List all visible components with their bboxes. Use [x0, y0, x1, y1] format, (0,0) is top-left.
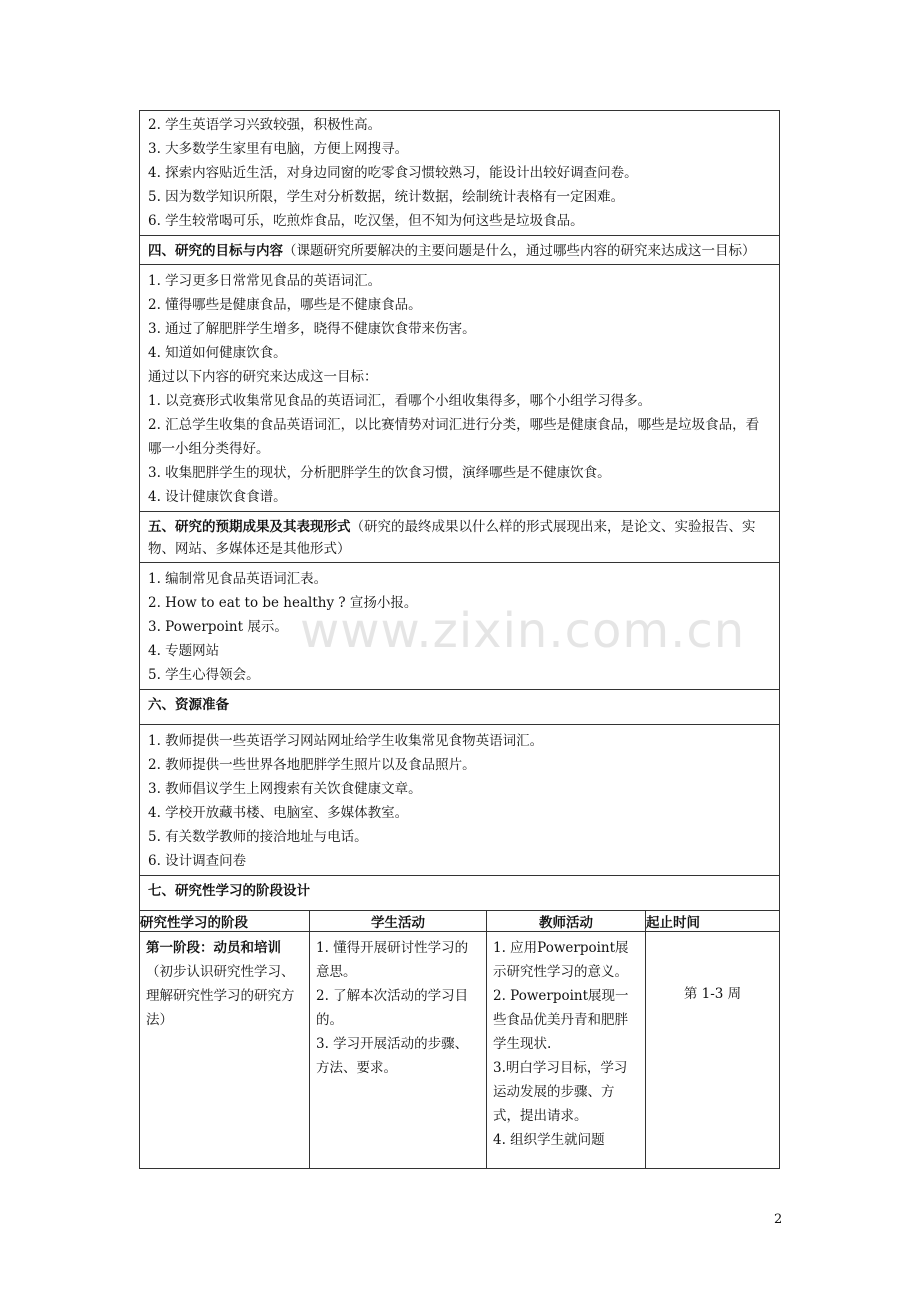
section7-heading-cell: [140, 876, 780, 911]
list-item: 1. 编制常见食品英语词汇表。: [148, 571, 328, 587]
conditions-cell: [140, 111, 780, 236]
list-item: 5. 学生心得领会。: [148, 667, 260, 683]
column-header-time: 起止时间: [646, 911, 780, 932]
section5-content-cell: [140, 563, 780, 690]
section4-content-cell: [140, 265, 780, 512]
watermark: www.zixin.com.cn: [300, 603, 746, 659]
list-item: 1. 懂得开展研讨性学习的意思。: [316, 940, 469, 980]
teacher-activity-cell: [487, 932, 646, 1169]
list-item: 2. Powerpoint展现一些食品优美丹青和肥胖学生现状.: [493, 988, 629, 1052]
document-page: [139, 110, 779, 1169]
list-item: 3. Powerpoint 展示。: [148, 619, 288, 635]
list-item: 1. 教师提供一些英语学习网站网址给学生收集常见食物英语词汇。: [148, 733, 544, 749]
stage-note: （初步认识研究性学习、理解研究性学习的研究方法）: [146, 964, 295, 1028]
list-item: 2. 了解本次活动的学习目的。: [316, 988, 469, 1028]
list-item: 3. 教师倡议学生上网搜索有关饮食健康文章。: [148, 781, 422, 797]
section7-title: 七、研究性学习的阶段设计: [148, 883, 310, 899]
list-item: 1. 学习更多日常常见食品的英语词汇。: [148, 273, 382, 289]
section6-title: 六、资源准备: [148, 697, 229, 713]
column-header-teacher: 教师活动: [487, 911, 646, 932]
stage-cell: [140, 932, 310, 1169]
section6-content-cell: [140, 725, 780, 876]
student-activity-cell: [310, 932, 487, 1169]
list-item: 5. 因为数学知识所限，学生对分析数据，统计数据，绘制统计表格有一定困难。: [148, 189, 625, 205]
list-item: 4. 专题网站: [148, 643, 220, 659]
list-item: 5. 有关数学教师的接洽地址与电话。: [148, 829, 368, 845]
column-header-stage: 研究性学习的阶段: [140, 911, 310, 932]
time-cell: [646, 932, 780, 1169]
list-item: 2. 汇总学生收集的食品英语词汇，以比赛情势对词汇进行分类，哪些是健康食品，哪些是垃圾食品，看哪一小组分类得好。: [148, 417, 760, 457]
list-item: 2. 教师提供一些世界各地肥胖学生照片以及食品照片。: [148, 757, 476, 773]
section4-note: （课题研究所要解决的主要问题是什么，通过哪些内容的研究来达成这一目标）: [283, 243, 756, 259]
section5-heading-cell: [140, 512, 780, 563]
list-item: 2. How to eat to be healthy ? 宣扬小报。: [148, 595, 418, 611]
list-item: 3.明白学习目标，学习运动发展的步骤、方式，提出请求。: [493, 1060, 628, 1124]
stage-title: 第一阶段：动员和培训: [146, 940, 281, 956]
list-item: 3. 收集肥胖学生的现状，分析肥胖学生的饮食习惯，演绎哪些是不健康饮食。: [148, 465, 611, 481]
list-item: 4. 设计健康饮食食谱。: [148, 489, 287, 505]
list-item: 3. 通过了解肥胖学生增多，晓得不健康饮食带来伤害。: [148, 321, 476, 337]
section4-title: 四、研究的目标与内容: [148, 243, 283, 259]
list-item: 3. 学习开展活动的步骤、方法、要求。: [316, 1036, 469, 1076]
list-item: 通过以下内容的研究来达成这一目标：: [148, 369, 378, 385]
list-item: 6. 设计调查问卷: [148, 853, 247, 869]
list-item: 6. 学生较常喝可乐，吃煎炸食品，吃汉堡，但不知为何这些是垃圾食品。: [148, 213, 584, 229]
list-item: 2. 懂得哪些是健康食品，哪些是不健康食品。: [148, 297, 422, 313]
list-item: 3. 大多数学生家里有电脑，方便上网搜寻。: [148, 141, 409, 157]
list-item: 1. 应用Powerpoint展示研究性学习的意义。: [493, 940, 629, 980]
list-item: 1. 以竞赛形式收集常见食品的英语词汇，看哪个小组收集得多，哪个小组学习得多。: [148, 393, 652, 409]
table-row: [140, 932, 780, 1169]
list-item: 4. 组织学生就问题: [493, 1132, 605, 1148]
column-header-student: 学生活动: [310, 911, 487, 932]
page-number: 2: [774, 1212, 783, 1227]
list-item: 4. 学校开放藏书楼、电脑室、多媒体教室。: [148, 805, 409, 821]
section5-title: 五、研究的预期成果及其表现形式: [148, 519, 351, 535]
list-item: 4. 知道如何健康饮食。: [148, 345, 287, 361]
research-plan-table: [139, 110, 780, 1169]
list-item: 4. 探索内容贴近生活，对身边同窗的吃零食习惯较熟习，能设计出较好调查问卷。: [148, 165, 638, 181]
time-value: 第 1-3 周: [683, 986, 742, 1002]
list-item: 2. 学生英语学习兴致较强，积极性高。: [148, 117, 382, 133]
section6-heading-cell: [140, 690, 780, 725]
section4-heading-cell: [140, 236, 780, 265]
section5-note: （研究的最终成果以什么样的形式展现出来，是论文、实验报告、实物、网站、多媒体还是其他形式）: [148, 519, 756, 557]
